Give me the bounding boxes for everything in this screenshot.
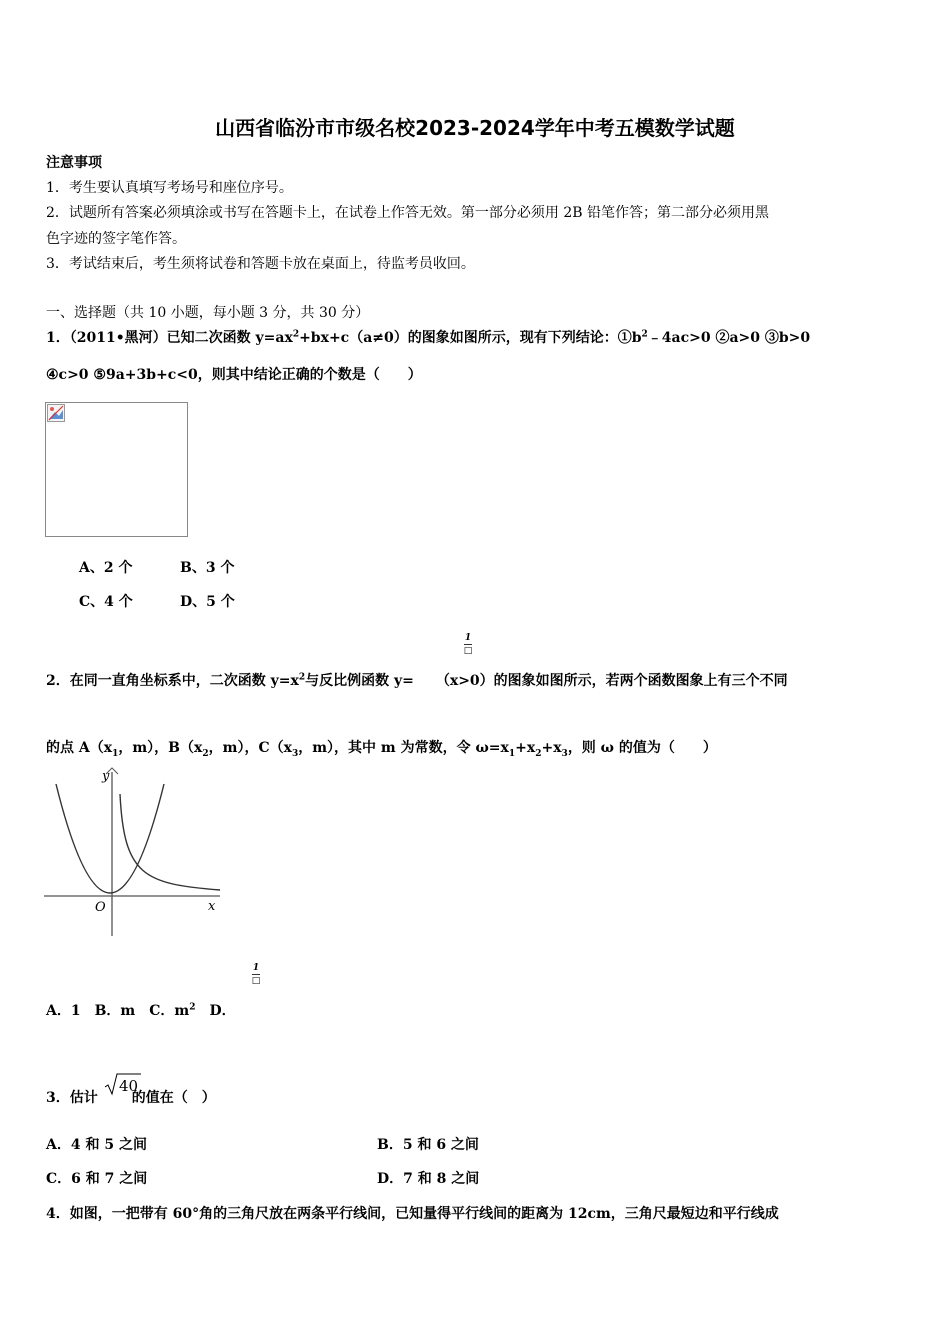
question-1-option-d: D、5 个 xyxy=(180,594,235,610)
question-1-option-a: A、2 个 xyxy=(79,560,133,576)
x-axis-label: x xyxy=(208,899,216,914)
question-2-line-1: 2．在同一直角坐标系中，二次函数 $y=x^2$与反比例函数 y= （x>0）的图象如图所示，若两个函数图象上有三个不同 xyxy=(46,672,788,689)
notice-heading: 注意事项 xyxy=(46,155,102,171)
notice-item-3: 3．考试结束后，考生须将试卷和答题卡放在桌面上，待监考员收回。 xyxy=(46,256,475,272)
origin-label: O xyxy=(95,900,106,915)
notice-item-2-cont: 色字迹的签字笔作答。 xyxy=(46,231,186,247)
page-title: 山西省临汾市市级名校2023-2024学年中考五模数学试题 xyxy=(215,116,735,140)
question-1-option-c: C、4 个 xyxy=(79,594,133,610)
question-1-line-2: ④c>0 ⑤9a+3b+c<0，则其中结论正确的个数是（ ） xyxy=(46,367,422,383)
question-3-text: 3．估计 的值在（ ） xyxy=(46,1090,216,1106)
question-1-figure-placeholder xyxy=(45,402,188,537)
question-2-line-2: 的点 $A(x_1$，m），$B(x_2$，m），$C(x_3$，m），其中 m 为常数，令 $\omega=x_1+x_2+x_3$，则 ω 的值为（ ） xyxy=(46,740,717,759)
hyperbola-curve xyxy=(120,794,220,890)
question-3-option-c: C．6 和 7 之间 xyxy=(46,1171,148,1187)
question-4-line-1: 4．如图，一把带有 60°角的三角尺放在两条平行线间，已知量得平行线间的距离为 12cm，三角尺最短边和平行线成 xyxy=(46,1206,779,1222)
fraction-image: 1 □ xyxy=(463,633,473,656)
question-3-option-d: D．7 和 8 之间 xyxy=(377,1171,480,1187)
parabola-curve xyxy=(56,784,164,893)
section-heading: 一、选择题（共 10 小题，每小题 3 分，共 30 分） xyxy=(46,305,370,321)
notice-item-1: 1．考生要认真填写考场号和座位序号。 xyxy=(46,180,293,196)
sqrt-radicand: 40 xyxy=(119,1077,139,1095)
sqrt-symbol xyxy=(104,1072,142,1098)
question-3-option-a: A．4 和 5 之间 xyxy=(46,1137,147,1153)
y-axis-label: y xyxy=(102,769,110,784)
question-1-option-b: B、3 个 xyxy=(180,560,235,576)
question-2-options: A．1 B．m C．$m^2$ D． xyxy=(46,1002,236,1019)
question-3-option-b: B．5 和 6 之间 xyxy=(377,1137,479,1153)
fraction-image-2: 1 □ xyxy=(251,963,261,986)
question-2-graph xyxy=(44,766,224,938)
broken-image-icon xyxy=(47,404,65,422)
notice-item-2: 2．试题所有答案必须填涂或书写在答题卡上，在试卷上作答无效。第一部分必须用 2B 铅笔作答；第二部分必须用黑 xyxy=(46,205,769,221)
question-1-line-1: 1．（2011•黑河）已知二次函数 $y=ax^2+bx+c(a\ne 0)$的图象如图所示，现有下列结论：$①b^2﹣4ac>0$ ②a>0 ③b>0 xyxy=(46,329,811,346)
